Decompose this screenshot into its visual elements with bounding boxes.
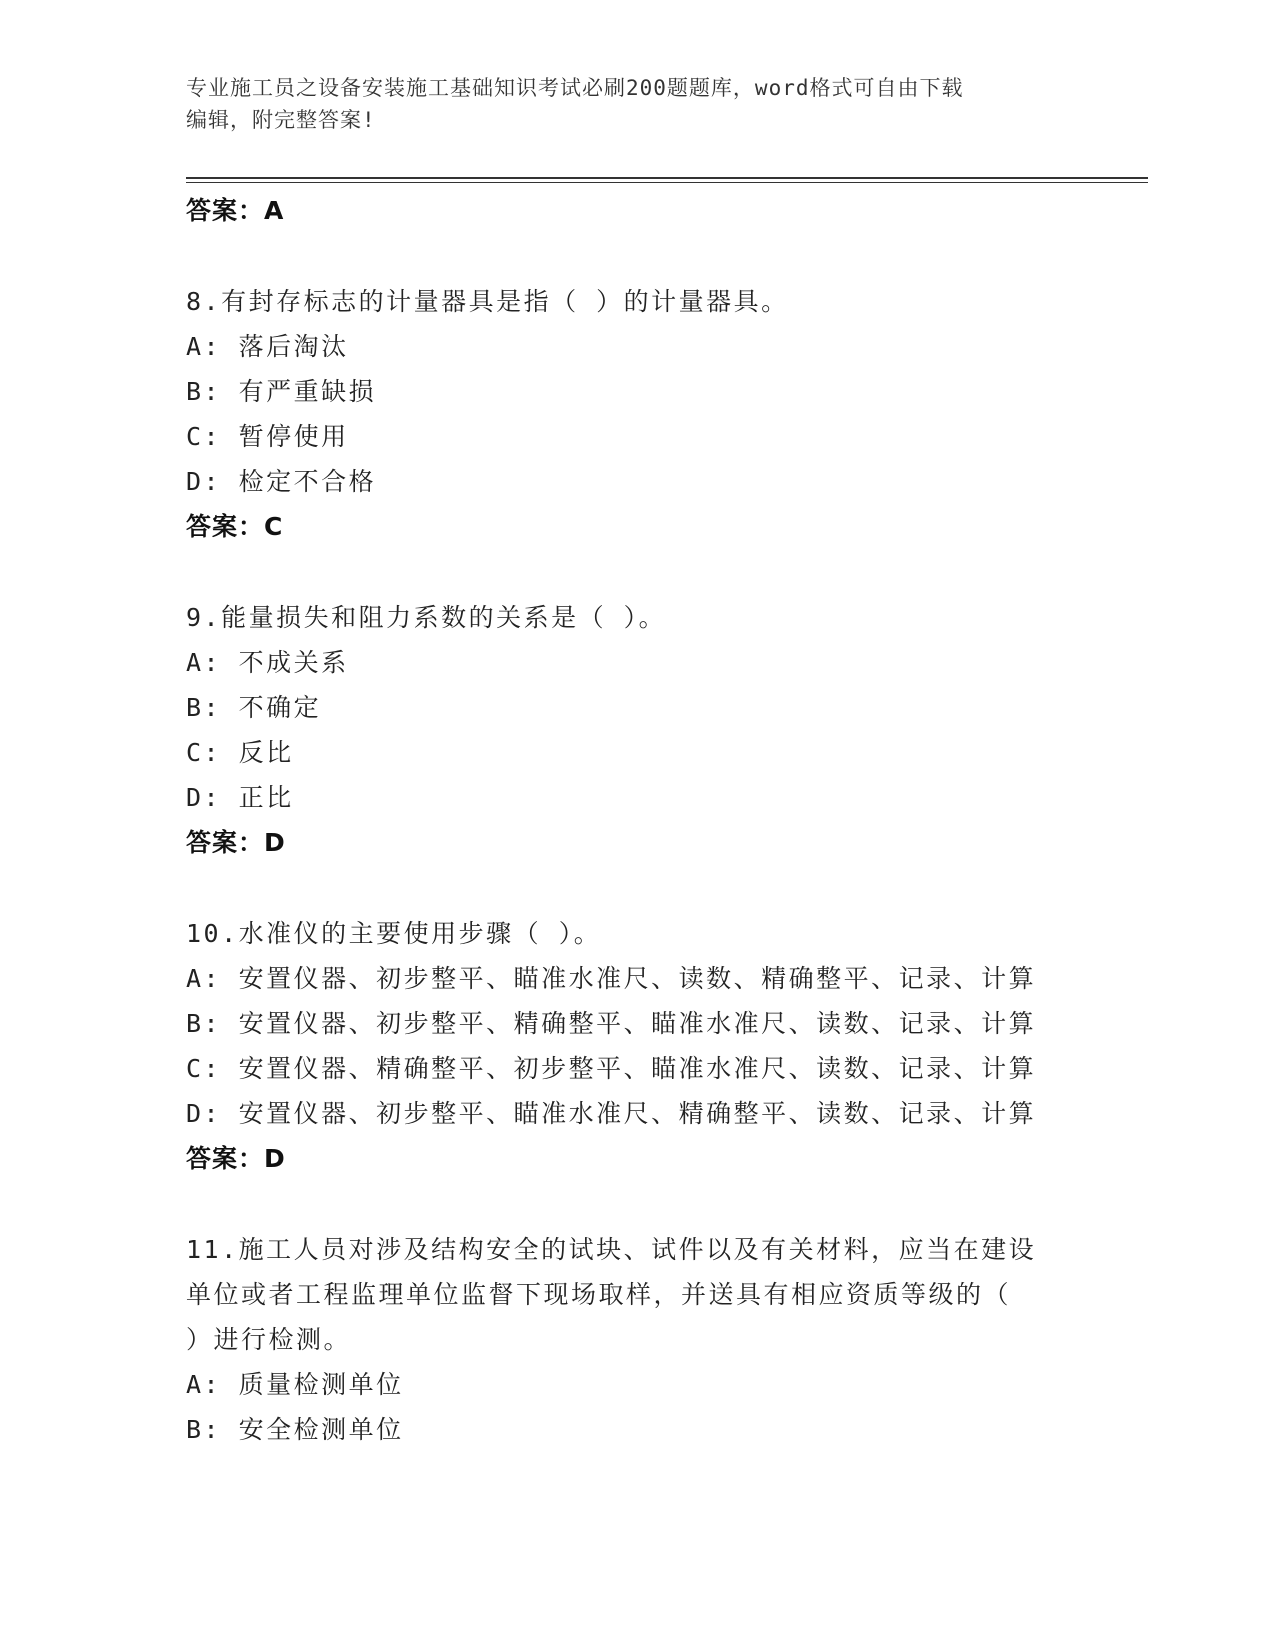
question-list — [186, 188, 1086, 1452]
option-b: B: 不确定 — [186, 693, 322, 722]
question-text-11-line-3: ）进行检测。 — [186, 1325, 352, 1354]
option-c: C: 反比 — [186, 738, 294, 767]
option-b: B: 安全检测单位 — [186, 1415, 404, 1444]
question-text-9: 9.能量损失和阻力系数的关系是（ ）。 — [186, 603, 667, 632]
header-divider-thick — [186, 177, 1148, 179]
document-header — [186, 72, 1066, 136]
answer-q10: 答案：D — [186, 1144, 286, 1173]
option-c: C: 暂停使用 — [186, 422, 349, 451]
question-text-10: 10.水准仪的主要使用步骤（ ）。 — [186, 919, 602, 948]
question-text-11-line-1: 11.施工人员对涉及结构安全的试块、试件以及有关材料，应当在建设 — [186, 1235, 1037, 1264]
option-d: D: 安置仪器、初步整平、瞄准水准尺、精确整平、读数、记录、计算 — [186, 1099, 1037, 1128]
spacer — [186, 1181, 1086, 1227]
option-b: B: 安置仪器、初步整平、精确整平、瞄准水准尺、读数、记录、计算 — [186, 1009, 1037, 1038]
option-d: D: 正比 — [186, 783, 294, 812]
header-title-line-1: 专业施工员之设备安装施工基础知识考试必刷200题题库，word格式可自由下载 — [186, 76, 964, 100]
option-d: D: 检定不合格 — [186, 467, 377, 496]
question-block-9 — [186, 595, 1086, 865]
question-text-8: 8.有封存标志的计量器具是指（ ）的计量器具。 — [186, 287, 789, 316]
answer-q7: 答案：A — [186, 196, 285, 225]
option-a: A: 不成关系 — [186, 648, 349, 677]
option-c: C: 安置仪器、精确整平、初步整平、瞄准水准尺、读数、记录、计算 — [186, 1054, 1037, 1083]
spacer — [186, 865, 1086, 911]
header-divider-thin — [186, 182, 1148, 183]
option-a: A: 安置仪器、初步整平、瞄准水准尺、读数、精确整平、记录、计算 — [186, 964, 1037, 993]
question-text-11-line-2: 单位或者工程监理单位监督下现场取样，并送具有相应资质等级的（ — [186, 1280, 1012, 1309]
option-a: A: 质量检测单位 — [186, 1370, 404, 1399]
header-title-line-2: 编辑，附完整答案! — [186, 108, 376, 132]
question-block-8 — [186, 279, 1086, 549]
answer-q8: 答案：C — [186, 512, 284, 541]
question-block-11 — [186, 1227, 1086, 1452]
spacer — [186, 549, 1086, 595]
answer-q9: 答案：D — [186, 828, 286, 857]
spacer — [186, 233, 1086, 279]
question-block-10 — [186, 911, 1086, 1181]
option-b: B: 有严重缺损 — [186, 377, 377, 406]
option-a: A: 落后淘汰 — [186, 332, 349, 361]
